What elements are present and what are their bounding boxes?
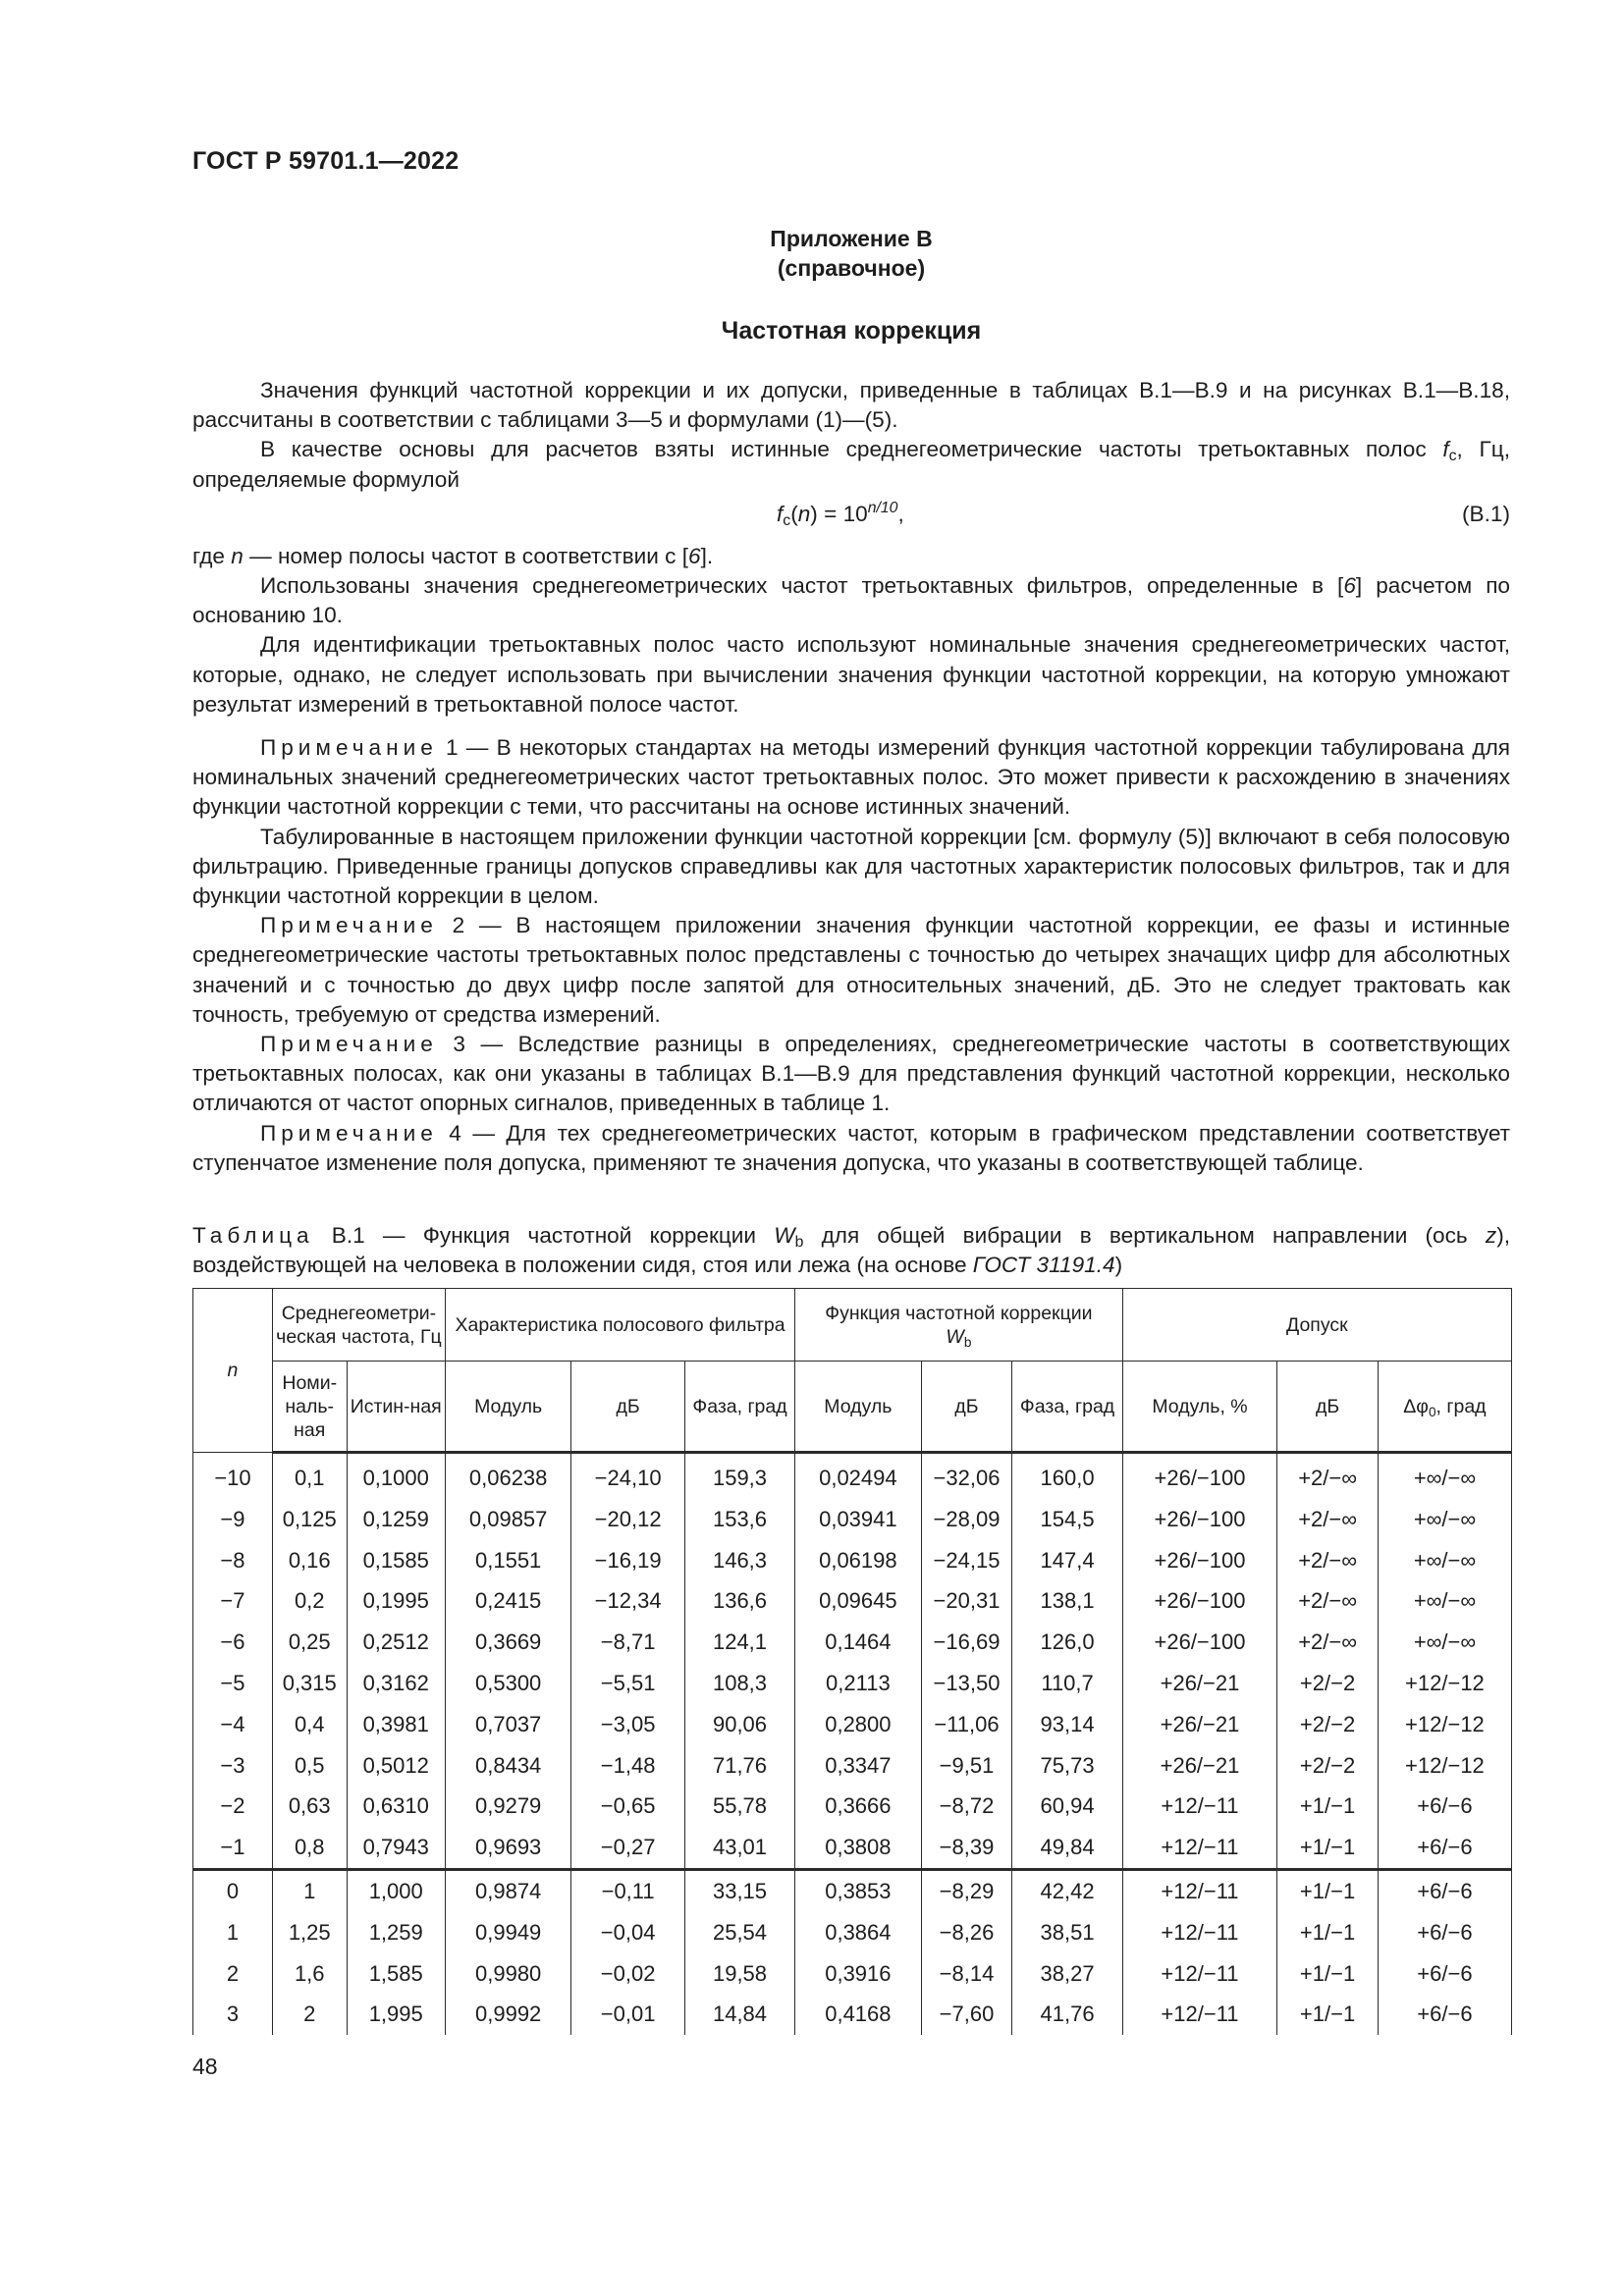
table-cell: +6/−6: [1378, 1994, 1511, 2035]
table-row: [193, 1869, 1512, 1911]
table-cell: −8,71: [571, 1622, 685, 1663]
table-cell: +12/−12: [1378, 1704, 1511, 1745]
table-cell: −4: [193, 1704, 273, 1745]
header-tolerance: Допуск: [1122, 1289, 1511, 1362]
table-cell: +1/−1: [1277, 1994, 1379, 2035]
table-cell: +2/−∞: [1277, 1622, 1379, 1663]
header-filter-phase: Фаза, град: [684, 1362, 794, 1453]
table-cell: +1/−1: [1277, 1953, 1379, 1995]
table-cell: 60,94: [1012, 1786, 1122, 1827]
table-row: [193, 1745, 1512, 1787]
table-cell: −7,60: [921, 1994, 1012, 2035]
table-cell: +12/−12: [1378, 1745, 1511, 1787]
table-cell: 1: [272, 1869, 347, 1911]
table-cell: 0,2415: [445, 1580, 570, 1622]
table-cell: +2/−∞: [1277, 1499, 1379, 1540]
table-cell: 1,000: [347, 1869, 445, 1911]
table-cell: −10: [193, 1453, 273, 1499]
table-cell: 0,4: [272, 1704, 347, 1745]
table-body: [193, 1453, 1512, 2036]
table-cell: 136,6: [684, 1580, 794, 1622]
table-cell: −6: [193, 1622, 273, 1663]
table-row: [193, 1622, 1512, 1663]
table-cell: −28,09: [921, 1499, 1012, 1540]
table-cell: 1,25: [272, 1912, 347, 1953]
header-nominal: Номи-наль-ная: [272, 1362, 347, 1453]
table-cell: +2/−∞: [1277, 1453, 1379, 1499]
table-row: [193, 1953, 1512, 1995]
table-cell: +26/−100: [1122, 1622, 1277, 1663]
table-cell: −0,27: [571, 1827, 685, 1869]
table-cell: +12/−12: [1378, 1663, 1511, 1704]
table-cell: 146,3: [684, 1540, 794, 1581]
table-cell: 0,06238: [445, 1453, 570, 1499]
table-cell: +26/−21: [1122, 1704, 1277, 1745]
table-cell: +∞/−∞: [1378, 1580, 1511, 1622]
table-cell: +12/−11: [1122, 1994, 1277, 2035]
paragraph: Для идентификации третьоктавных полос часто используют номинальные значения среднегеометрических частот, которые, однако, не следует использовать при вычислении значения функции частотной коррекции, на которую умножают результат измерений в третьоктавной полосе частот.: [192, 632, 1510, 717]
table-cell: 0,9693: [445, 1827, 570, 1869]
table-cell: −0,65: [571, 1786, 685, 1827]
header-weight-modulus: Модуль: [795, 1362, 921, 1453]
table-cell: +26/−100: [1122, 1580, 1277, 1622]
table-row: [193, 1580, 1512, 1622]
table-cell: 160,0: [1012, 1453, 1122, 1499]
table-cell: 154,5: [1012, 1499, 1122, 1540]
table-cell: −5,51: [571, 1663, 685, 1704]
table-cell: 2: [193, 1953, 273, 1995]
paragraph: В качестве основы для расчетов взяты истинные среднегеометрические частоты третьоктавных полос $f_c$, Гц, определяемые формулой: [192, 437, 1510, 492]
table-cell: 0,2512: [347, 1622, 445, 1663]
table-cell: +2/−∞: [1277, 1580, 1379, 1622]
table-cell: −9,51: [921, 1745, 1012, 1787]
table-cell: +1/−1: [1277, 1827, 1379, 1869]
table-cell: −24,10: [571, 1453, 685, 1499]
table-cell: 38,51: [1012, 1912, 1122, 1953]
body-text: [192, 376, 1510, 1178]
table-cell: +26/−100: [1122, 1540, 1277, 1581]
header-filter: Характеристика полосового фильтра: [445, 1289, 794, 1362]
table-cell: 0,8: [272, 1827, 347, 1869]
table-cell: 1,995: [347, 1994, 445, 2035]
table-cell: 0,3347: [795, 1745, 921, 1787]
note-3: Примечание 3 — Вследствие разницы в определениях, среднегеометрические частоты в соответствующих третьоктавных полосах, как они указаны в таблицах В.1—В.9 для представления функций частотной коррекции, несколько отличаются от частот опорных сигналов, приведенных в таблице 1.: [192, 1032, 1510, 1116]
table-cell: 75,73: [1012, 1745, 1122, 1787]
table-cell: 43,01: [684, 1827, 794, 1869]
table-cell: 0,5300: [445, 1663, 570, 1704]
page-number: 48: [192, 2054, 218, 2079]
table-cell: −16,69: [921, 1622, 1012, 1663]
table-cell: 124,1: [684, 1622, 794, 1663]
table-cell: 0,02494: [795, 1453, 921, 1499]
table-cell: +12/−11: [1122, 1869, 1277, 1911]
table-cell: −3,05: [571, 1704, 685, 1745]
table-row: [193, 1499, 1512, 1540]
table-cell: −2: [193, 1786, 273, 1827]
table-cell: +1/−1: [1277, 1869, 1379, 1911]
table-row: [193, 1827, 1512, 1869]
table-row: [193, 1786, 1512, 1827]
table-cell: −8,39: [921, 1827, 1012, 1869]
table-cell: +2/−2: [1277, 1663, 1379, 1704]
table-cell: 1: [193, 1912, 273, 1953]
table-cell: 159,3: [684, 1453, 794, 1499]
table-cell: 0,5: [272, 1745, 347, 1787]
table-cell: −0,11: [571, 1869, 685, 1911]
table-cell: +2/−2: [1277, 1704, 1379, 1745]
table-cell: 108,3: [684, 1663, 794, 1704]
table-cell: 33,15: [684, 1869, 794, 1911]
table-cell: −11,06: [921, 1704, 1012, 1745]
table-cell: 126,0: [1012, 1622, 1122, 1663]
table-cell: 0,03941: [795, 1499, 921, 1540]
table-cell: −9: [193, 1499, 273, 1540]
table-cell: 0,3669: [445, 1622, 570, 1663]
table-cell: −5: [193, 1663, 273, 1704]
table-cell: 0,3808: [795, 1827, 921, 1869]
table-cell: 1,6: [272, 1953, 347, 1995]
weighting-table: [192, 1288, 1512, 2035]
table-cell: +12/−11: [1122, 1827, 1277, 1869]
table-cell: −1,48: [571, 1745, 685, 1787]
table-cell: 0,3162: [347, 1663, 445, 1704]
paragraph: где n — номер полосы частот в соответствии с [6].: [192, 543, 714, 568]
table-row: [193, 1994, 1512, 2035]
table-cell: 0,16: [272, 1540, 347, 1581]
table-cell: 0,1000: [347, 1453, 445, 1499]
table-cell: −32,06: [921, 1453, 1012, 1499]
table-cell: +6/−6: [1378, 1912, 1511, 1953]
table-cell: 0,5012: [347, 1745, 445, 1787]
table-cell: +26/−100: [1122, 1453, 1277, 1499]
formula-number: (В.1): [1462, 501, 1510, 526]
header-n: n: [193, 1289, 273, 1453]
table-cell: +∞/−∞: [1378, 1453, 1511, 1499]
table-cell: +∞/−∞: [1378, 1499, 1511, 1540]
table-cell: +2/−∞: [1277, 1540, 1379, 1581]
table-cell: 14,84: [684, 1994, 794, 2035]
table-cell: 0,1259: [347, 1499, 445, 1540]
table-cell: 3: [193, 1994, 273, 2035]
table-cell: −7: [193, 1580, 273, 1622]
header-frequency: Среднегеометри-ческая частота, Гц: [272, 1289, 445, 1362]
table-cell: 0,06198: [795, 1540, 921, 1581]
header-weight-phase: Фаза, град: [1012, 1362, 1122, 1453]
formula: $f_c(n) = 10^{n/10}$,: [777, 499, 904, 529]
table-cell: −24,15: [921, 1540, 1012, 1581]
table-cell: 1,585: [347, 1953, 445, 1995]
table-cell: 49,84: [1012, 1827, 1122, 1869]
table-cell: 2: [272, 1994, 347, 2035]
table-cell: +∞/−∞: [1378, 1540, 1511, 1581]
table-cell: 0,1: [272, 1453, 347, 1499]
annex-label: Приложение В: [770, 226, 933, 251]
table-row: [193, 1453, 1512, 1499]
table-cell: 0,9279: [445, 1786, 570, 1827]
table-cell: 90,06: [684, 1704, 794, 1745]
table-cell: +∞/−∞: [1378, 1622, 1511, 1663]
table-cell: −0,01: [571, 1994, 685, 2035]
table-cell: +12/−11: [1122, 1953, 1277, 1995]
note-2: Примечание 2 — В настоящем приложении значения функции частотной коррекции, ее фазы и истинные среднегеометрические частоты третьоктавных полос представлены с точностью до четырех значащих цифр для абсолютных значений и с точностью до двух цифр после запятой для относительных значений, дБ. Это не следует трактовать как точность, требуемую от средства измерений.: [192, 913, 1510, 1027]
table-cell: +26/−21: [1122, 1663, 1277, 1704]
table-cell: −1: [193, 1827, 273, 1869]
table-cell: −3: [193, 1745, 273, 1787]
table-cell: 42,42: [1012, 1869, 1122, 1911]
note-1-continued: Табулированные в настоящем приложении функции частотной коррекции [см. формулу (5)] включают в себя полосовую фильтрацию. Приведенные границы допусков справедливы как для частотных характеристик полосовых фильтров, так и для функции частотной коррекции в целом.: [192, 824, 1510, 909]
table-cell: 25,54: [684, 1912, 794, 1953]
table-cell: 0,7943: [347, 1827, 445, 1869]
table-cell: −16,19: [571, 1540, 685, 1581]
table-cell: 0,09857: [445, 1499, 570, 1540]
header-tolerance-db: дБ: [1277, 1362, 1379, 1453]
table-cell: 0,1585: [347, 1540, 445, 1581]
table-cell: +2/−2: [1277, 1745, 1379, 1787]
annex-status: (справочное): [777, 255, 926, 281]
table-cell: −0,04: [571, 1912, 685, 1953]
table-cell: 0,8434: [445, 1745, 570, 1787]
paragraph: Использованы значения среднегеометрических частот третьоктавных фильтров, определенные в [6] расчетом по основанию 10.: [192, 573, 1510, 628]
table-cell: +1/−1: [1277, 1786, 1379, 1827]
table-cell: 0,9874: [445, 1869, 570, 1911]
annex-title: Частотная коррекция: [721, 317, 982, 345]
table-cell: 147,4: [1012, 1540, 1122, 1581]
table-cell: 0,2113: [795, 1663, 921, 1704]
table-row: [193, 1704, 1512, 1745]
table-cell: +6/−6: [1378, 1869, 1511, 1911]
header-weight-db: дБ: [921, 1362, 1012, 1453]
table-cell: 0,3864: [795, 1912, 921, 1953]
table-cell: 110,7: [1012, 1663, 1122, 1704]
table-cell: −12,34: [571, 1580, 685, 1622]
formula-row: [192, 495, 1510, 542]
table-cell: 0,09645: [795, 1580, 921, 1622]
table-cell: 0,9992: [445, 1994, 570, 2035]
table-cell: 0,3853: [795, 1869, 921, 1911]
table-cell: 138,1: [1012, 1580, 1122, 1622]
table-cell: 38,27: [1012, 1953, 1122, 1995]
annex-heading: [192, 224, 1510, 283]
document-code: ГОСТ Р 59701.1—2022: [192, 147, 460, 175]
header-filter-modulus: Модуль: [445, 1362, 570, 1453]
table-cell: −20,31: [921, 1580, 1012, 1622]
table-cell: +6/−6: [1378, 1953, 1511, 1995]
header-weighting: Функция частотной коррекции $W_b$: [795, 1289, 1123, 1362]
table-cell: 71,76: [684, 1745, 794, 1787]
table-cell: 41,76: [1012, 1994, 1122, 2035]
header-true: Истин-ная: [347, 1362, 445, 1453]
table-cell: +26/−100: [1122, 1499, 1277, 1540]
table-cell: −13,50: [921, 1663, 1012, 1704]
table-cell: 0,125: [272, 1499, 347, 1540]
table-cell: 0,3666: [795, 1786, 921, 1827]
note-1: Примечание 1 — В некоторых стандартах на методы измерений функция частотной коррекции табулирована для номинальных значений среднегеометрических частот третьоктавных полос. Это может привести к расхождению в значениях функции частотной коррекции с теми, что рассчитаны на основе истинных значений.: [192, 735, 1510, 820]
table-cell: 0,315: [272, 1663, 347, 1704]
table-row: [193, 1912, 1512, 1953]
table-cell: 0,1551: [445, 1540, 570, 1581]
table-cell: +1/−1: [1277, 1912, 1379, 1953]
table-cell: 0,63: [272, 1786, 347, 1827]
table-cell: 0,1995: [347, 1580, 445, 1622]
table-cell: −20,12: [571, 1499, 685, 1540]
table-cell: +12/−11: [1122, 1912, 1277, 1953]
paragraph: Значения функций частотной коррекции и их допуски, приведенные в таблицах В.1—В.9 и на рисунках В.1—В.18, рассчитаны в соответствии с таблицами 3—5 и формулами (1)—(5).: [192, 378, 1510, 433]
table-cell: −8,72: [921, 1786, 1012, 1827]
table-cell: 93,14: [1012, 1704, 1122, 1745]
table-cell: 0,1464: [795, 1622, 921, 1663]
header-tolerance-modulus: Модуль, %: [1122, 1362, 1277, 1453]
table-cell: 1,259: [347, 1912, 445, 1953]
table-cell: −8,26: [921, 1912, 1012, 1953]
table-cell: 19,58: [684, 1953, 794, 1995]
table-cell: 0,3916: [795, 1953, 921, 1995]
table-cell: 0,2800: [795, 1704, 921, 1745]
table-cell: +12/−11: [1122, 1786, 1277, 1827]
table-cell: +26/−21: [1122, 1745, 1277, 1787]
table-cell: 0: [193, 1869, 273, 1911]
table-cell: 0,9980: [445, 1953, 570, 1995]
note-4: Примечание 4 — Для тех среднегеометрических частот, которым в графическом представлении соответствует ступенчатое изменение поля допуска, применяют те значения допуска, что указаны в соответствующей таблице.: [192, 1120, 1510, 1175]
table-cell: 55,78: [684, 1786, 794, 1827]
table-cell: 0,25: [272, 1622, 347, 1663]
table-cell: −8,14: [921, 1953, 1012, 1995]
table-cell: −8: [193, 1540, 273, 1581]
table-row: [193, 1540, 1512, 1581]
table-cell: 0,9949: [445, 1912, 570, 1953]
table-cell: 0,4168: [795, 1994, 921, 2035]
table-cell: 0,6310: [347, 1786, 445, 1827]
table-cell: 0,7037: [445, 1704, 570, 1745]
table-cell: −0,02: [571, 1953, 685, 1995]
table-cell: 0,2: [272, 1580, 347, 1622]
table-cell: −8,29: [921, 1869, 1012, 1911]
header-tolerance-phase: $\Delta\varphi_0$, град: [1378, 1362, 1511, 1453]
table-cell: 0,3981: [347, 1704, 445, 1745]
table-cell: +6/−6: [1378, 1786, 1511, 1827]
table-cell: +6/−6: [1378, 1827, 1511, 1869]
header-filter-db: дБ: [571, 1362, 685, 1453]
table-cell: 153,6: [684, 1499, 794, 1540]
table-caption: Таблица В.1 — Функция частотной коррекции $W_b$ для общей вибрации в вертикальном направлении (ось z), воздействующей на человека в положении сидя, стоя или лежа (на основе ГОСТ 31191.4): [192, 1223, 1510, 1278]
table-row: [193, 1663, 1512, 1704]
